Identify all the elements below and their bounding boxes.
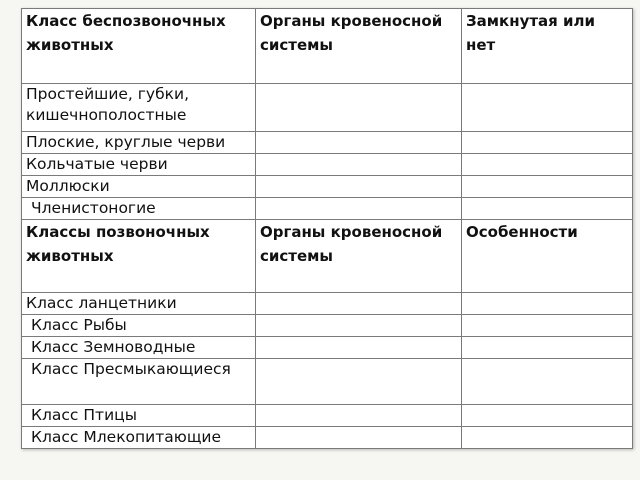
empty-cell[interactable] — [256, 293, 462, 315]
empty-cell[interactable] — [256, 176, 462, 198]
row-label: Класс Земноводные — [22, 337, 256, 359]
table-row — [22, 154, 633, 176]
header-circulatory-organs: Органы кровеносной системы — [256, 9, 462, 84]
row-label: Кольчатые черви — [22, 154, 256, 176]
row-label: Моллюски — [22, 176, 256, 198]
empty-cell[interactable] — [462, 154, 633, 176]
empty-cell[interactable] — [256, 84, 462, 132]
empty-cell[interactable] — [462, 427, 633, 449]
empty-cell[interactable] — [256, 154, 462, 176]
empty-cell[interactable] — [462, 315, 633, 337]
table-row — [22, 405, 633, 427]
table-row — [22, 427, 633, 449]
row-label: Членистоногие — [22, 198, 256, 220]
row-label: Класс ланцетники — [22, 293, 256, 315]
row-label: Плоские, круглые черви — [22, 132, 256, 154]
table-row — [22, 359, 633, 405]
row-label: Класс Рыбы — [22, 315, 256, 337]
empty-cell[interactable] — [462, 84, 633, 132]
table-row — [22, 337, 633, 359]
table-row — [22, 198, 633, 220]
header-closed-or-not: Замкнутая или нет — [462, 9, 633, 84]
empty-cell[interactable] — [256, 405, 462, 427]
table-row — [22, 132, 633, 154]
header-invertebrate-class: Класс беспозвоночных животных — [22, 9, 256, 84]
header-circulatory-organs: Органы кровеносной системы — [256, 220, 462, 293]
empty-cell[interactable] — [256, 427, 462, 449]
header-features: Особенности — [462, 220, 633, 293]
table-header-row — [22, 220, 633, 293]
empty-cell[interactable] — [462, 359, 633, 405]
header-vertebrate-class: Классы позвоночных животных — [22, 220, 256, 293]
empty-cell[interactable] — [462, 176, 633, 198]
circulatory-system-table — [21, 8, 633, 449]
row-label: Класс Птицы — [22, 405, 256, 427]
table-row — [22, 315, 633, 337]
empty-cell[interactable] — [256, 359, 462, 405]
empty-cell[interactable] — [256, 337, 462, 359]
table-row — [22, 176, 633, 198]
empty-cell[interactable] — [462, 132, 633, 154]
row-label: Класс Пресмыкающиеся — [22, 359, 256, 405]
table-row — [22, 84, 633, 132]
empty-cell[interactable] — [462, 337, 633, 359]
empty-cell[interactable] — [462, 198, 633, 220]
empty-cell[interactable] — [462, 405, 633, 427]
empty-cell[interactable] — [256, 198, 462, 220]
table-header-row — [22, 9, 633, 84]
empty-cell[interactable] — [256, 132, 462, 154]
empty-cell[interactable] — [462, 293, 633, 315]
table-row — [22, 293, 633, 315]
row-label: Простейшие, губки, кишечнополостные — [22, 84, 256, 132]
row-label: Класс Млекопитающие — [22, 427, 256, 449]
empty-cell[interactable] — [256, 315, 462, 337]
